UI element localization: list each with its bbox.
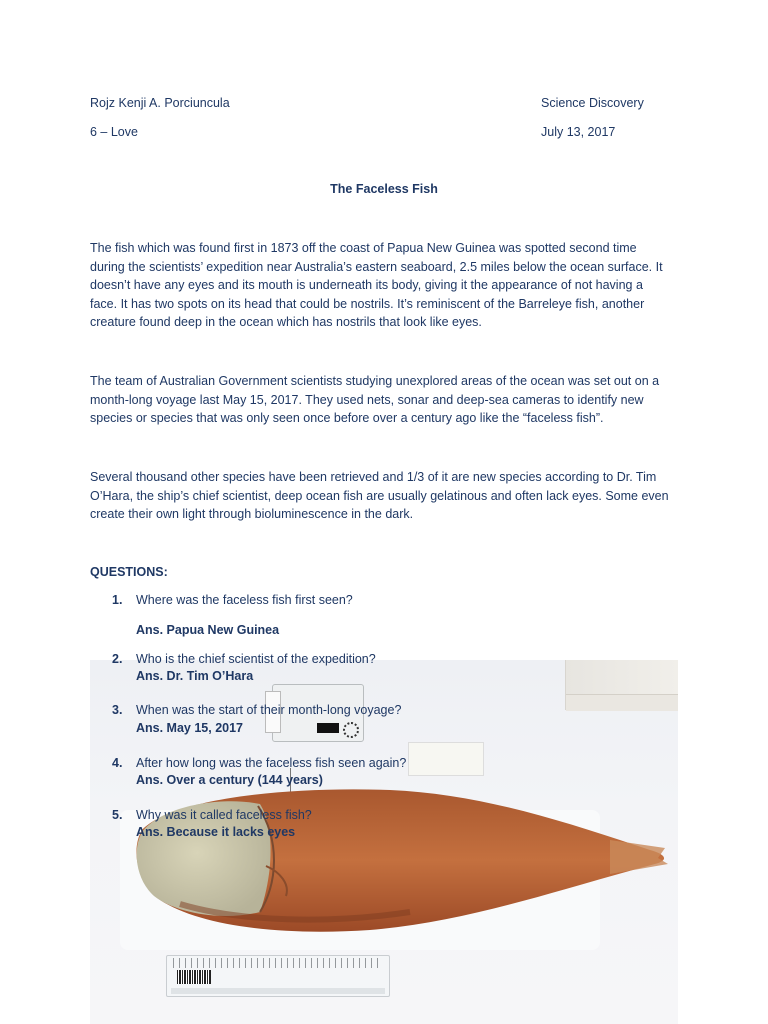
question-3-text: When was the start of their month-long voyage? (136, 703, 402, 717)
question-2-answer: Ans. Dr. Tim O’Hara (136, 669, 254, 683)
paragraph-line: month-long voyage last May 15, 2017. They used nets, sonar and deep-sea cameras to identify new (90, 392, 644, 407)
question-4-answer: Ans. Over a century (144 years) (136, 773, 323, 787)
ruler-strip (171, 988, 385, 994)
paragraph-line: O’Hara, the ship’s chief scientist, deep ocean fish are usually gelatinous and often lack eyes. Some even (90, 488, 669, 503)
question-2-text: Who is the chief scientist of the expedition? (136, 652, 376, 666)
paragraph-line: creature found deep in the ocean which has nostrils that look like eyes. (90, 315, 482, 330)
section: 6 – Love (90, 125, 138, 139)
question-1-text: Where was the faceless fish first seen? (136, 593, 353, 607)
paragraph-line: face. It has two spots on its head that could be nostrils. It’s reminiscent of the Barreleye fish, another (90, 296, 645, 311)
paragraph-line: Several thousand other species have been retrieved and 1/3 of it are new species according to Dr. Tim (90, 470, 657, 484)
student-name: Rojz Kenji A. Porciuncula (90, 96, 230, 110)
paragraph-3 (90, 468, 680, 524)
ruler-ticks (173, 958, 383, 968)
subject: Science Discovery (541, 96, 644, 110)
question-5-text: Why was it called faceless fish? (136, 808, 312, 822)
question-5-answer: Ans. Because it lacks eyes (136, 825, 296, 839)
paragraph-line: The fish which was found first in 1873 off the coast of Papua New Guinea was spotted second time (90, 241, 637, 255)
question-5-number: 5. (112, 808, 123, 822)
document-title: The Faceless Fish (330, 182, 438, 196)
question-4-text: After how long was the faceless fish seen again? (136, 756, 407, 770)
date: July 13, 2017 (541, 125, 616, 139)
question-3-answer: Ans. May 15, 2017 (136, 721, 244, 735)
paragraph-line: create their own light through bioluminescence in the dark. (90, 507, 414, 522)
measuring-ruler (166, 955, 390, 997)
question-1-answer: Ans. Papua New Guinea (136, 623, 280, 637)
questions-heading: QUESTIONS: (90, 565, 168, 579)
question-1-number: 1. (112, 593, 123, 607)
paragraph-line: The team of Australian Government scientists studying unexplored areas of the ocean was set out on a (90, 374, 660, 388)
question-2-number: 2. (112, 652, 123, 666)
paragraph-1 (90, 239, 680, 332)
question-3-number: 3. (112, 703, 123, 717)
paragraph-2 (90, 372, 680, 428)
paragraph-line: species or species that was only seen once before over a century ago like the “faceless fish”. (90, 411, 604, 426)
barcode-icon (177, 970, 211, 984)
question-4-number: 4. (112, 756, 123, 770)
paragraph-line: during the scientists’ expedition near Australia’s eastern seaboard, 2.5 miles below the ocean surface. It (90, 259, 663, 274)
paragraph-line: doesn’t have any eyes and its mouth is underneath its body, giving it the appearance of not having a (90, 278, 643, 293)
